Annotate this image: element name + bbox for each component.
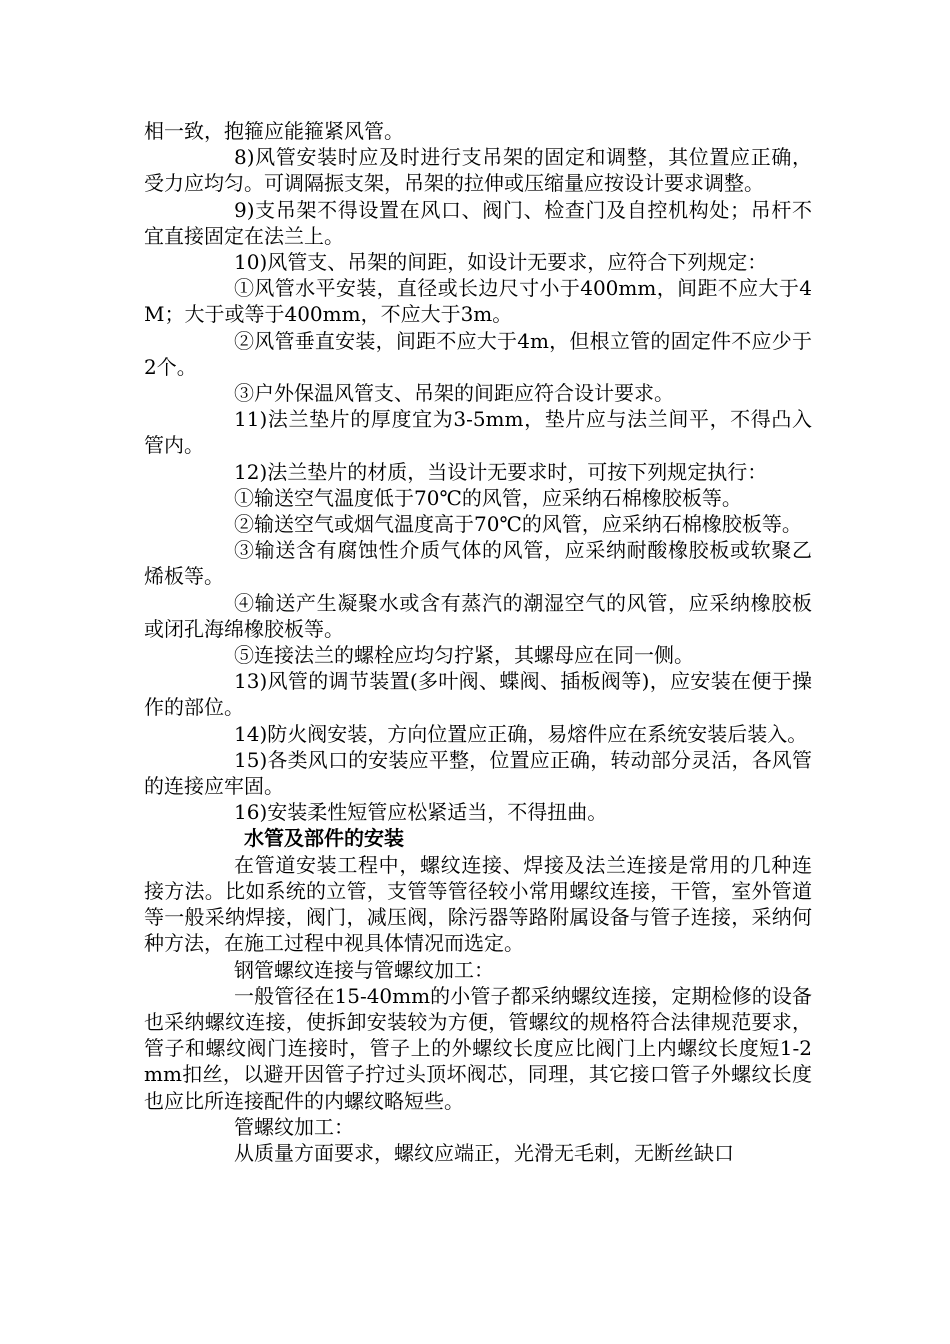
paragraph: 管螺纹加工： — [234, 1114, 354, 1139]
paragraph: 一般管径在15-40mm的小管子都采纳螺纹连接，定期检修的设备也采纳螺纹连接，使拆卸安装较为方便，管螺纹的规格符合法律规范要求，管子和螺纹阀门连接时，管子上的外螺纹长度应比阀门上内螺纹长度短1-2mm扣丝，以避开因管子拧过头顶坏阀芯，同理，其它接口管子外螺纹长度也应比所连接配件的内螺纹略短些。 — [144, 983, 812, 1113]
paragraph: 在管道安装工程中，螺纹连接、焊接及法兰连接是常用的几种连接方法。比如系统的立管，支管等管径较小常用螺纹连接，干管，室外管道等一般采纳焊接，阀门，减压阀，除污器等路附属设备与管子连接，采纳何种方法，在施工过程中视具体情况而选定。 — [144, 852, 812, 956]
section-heading: 水管及部件的安装 — [244, 826, 404, 851]
paragraph: 钢管螺纹连接与管螺纹加工： — [234, 957, 494, 982]
paragraph: 8)风管安装时应及时进行支吊架的固定和调整，其位置应正确，受力应均匀。可调隔振支架，吊架的拉伸或压缩量应按设计要求调整。 — [144, 145, 812, 196]
paragraph: 10)风管支、吊架的间距，如设计无要求，应符合下列规定： — [234, 250, 768, 275]
paragraph: ⑤连接法兰的螺栓应均匀拧紧，其螺母应在同一侧。 — [234, 643, 694, 668]
paragraph: 12)法兰垫片的材质，当设计无要求时，可按下列规定执行： — [234, 459, 768, 484]
paragraph: ④输送产生凝聚水或含有蒸汽的潮湿空气的风管，应采纳橡胶板或闭孔海绵橡胶板等。 — [144, 590, 812, 641]
paragraph: 15)各类风口的安装应平整，位置应正确，转动部分灵活，各风管的连接应牢固。 — [144, 747, 812, 799]
paragraph: 从质量方面要求，螺纹应端正，光滑无毛刺，无断丝缺口 — [234, 1140, 734, 1165]
paragraph: 11)法兰垫片的厚度宜为3-5mm，垫片应与法兰间平，不得凸入管内。 — [144, 407, 812, 458]
paragraph: ③户外保温风管支、吊架的间距应符合设计要求。 — [234, 381, 674, 406]
document-body — [144, 118, 812, 1166]
paragraph: 14)防火阀安装，方向位置应正确，易熔件应在系统安装后装入。 — [234, 721, 808, 746]
paragraph: 相一致，抱箍应能箍紧风管。 — [144, 119, 404, 143]
paragraph: ①输送空气温度低于70℃的风管，应采纳石棉橡胶板等。 — [234, 485, 742, 510]
paragraph: 9)支吊架不得设置在风口、阀门、检查门及自控机构处；吊杆不宜直接固定在法兰上。 — [144, 197, 812, 248]
paragraph: 13)风管的调节装置(多叶阀、蝶阀、插板阀等)，应安装在便于操作的部位。 — [144, 669, 812, 720]
paragraph: ②输送空气或烟气温度高于70℃的风管，应采纳石棉橡胶板等。 — [234, 512, 802, 537]
paragraph: ①风管水平安装，直径或长边尺寸小于400mm，间距不应大于4M；大于或等于400mm，不应大于3m。 — [144, 276, 812, 327]
paragraph: ③输送含有腐蚀性介质气体的风管，应采纳耐酸橡胶板或软聚乙烯板等。 — [144, 538, 812, 589]
paragraph: ②风管垂直安装，间距不应大于4m，但根立管的固定件不应少于2个。 — [144, 328, 812, 379]
paragraph: 16)安装柔性短管应松紧适当，不得扭曲。 — [234, 800, 608, 825]
